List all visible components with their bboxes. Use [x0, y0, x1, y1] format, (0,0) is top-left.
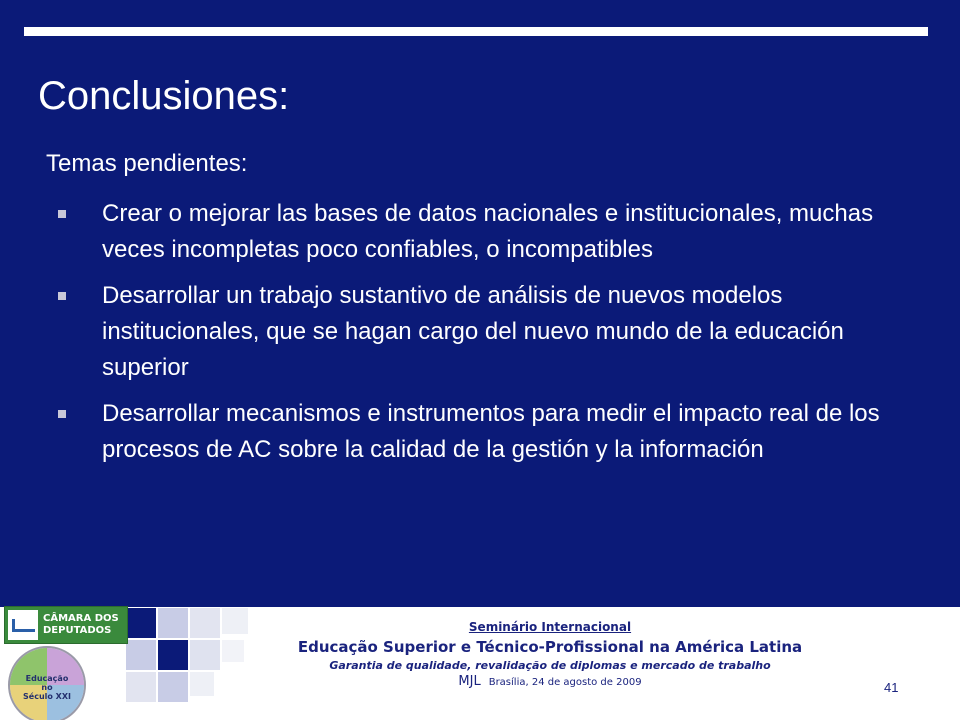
seal-logo-text: Educação no Século XXI: [23, 674, 71, 701]
bullet-text: Desarrollar un trabajo sustantivo de análisis de nuevos modelos institucionales, que se hagan cargo del nuevo mundo de la educación superior: [102, 282, 844, 381]
bullet-text: Desarrollar mecanismos e instrumentos para medir el impacto real de los procesos de AC sobre la calidad de la gestión y la información: [102, 400, 880, 463]
footer-rule: [0, 604, 960, 607]
camara-logo-text: CÂMARA DOS DEPUTADOS: [43, 613, 119, 636]
event-subtitle: Garantia de qualidade, revalidação de diplomas e mercado de trabalho: [329, 659, 771, 672]
slide-title: Conclusiones:: [38, 74, 290, 118]
square-bullet-icon: [58, 410, 66, 418]
decorative-square: [222, 608, 248, 634]
square-bullet-icon: [58, 292, 66, 300]
footer: [0, 604, 960, 720]
camara-dos-deputados-logo: [4, 606, 128, 644]
bullet-item: [46, 278, 896, 386]
decorative-square: [158, 640, 188, 670]
bullet-item: [46, 196, 896, 268]
footer-text-block: [290, 618, 810, 691]
decorative-square: [126, 640, 156, 670]
decorative-square: [158, 608, 188, 638]
decorative-square: [126, 608, 156, 638]
bullet-list: [46, 196, 896, 478]
decorative-square: [190, 608, 220, 638]
decorative-square: [126, 672, 156, 702]
seminario-label: Seminário Internacional: [468, 620, 632, 634]
author-date-line: [290, 674, 810, 691]
place-date: Brasília, 24 de agosto de 2009: [488, 677, 642, 688]
page-number: 41: [884, 680, 899, 695]
decorative-square: [222, 640, 244, 662]
event-title: Educação Superior e Técnico-Profissional na América Latina: [297, 638, 803, 656]
camara-emblem-icon: [8, 610, 38, 640]
bullet-item: [46, 396, 896, 468]
decorative-square: [190, 672, 214, 696]
decorative-square: [158, 672, 188, 702]
top-rule: [24, 27, 928, 36]
seminario-seal-logo: [8, 646, 86, 720]
square-bullet-icon: [58, 210, 66, 218]
author-initials: MJL: [458, 674, 481, 689]
decorative-square: [190, 640, 220, 670]
bullet-text: Crear o mejorar las bases de datos nacionales e institucionales, muchas veces incompletas poco confiables, o incompatibles: [102, 200, 874, 263]
slide-subtitle: Temas pendientes:: [46, 150, 248, 177]
